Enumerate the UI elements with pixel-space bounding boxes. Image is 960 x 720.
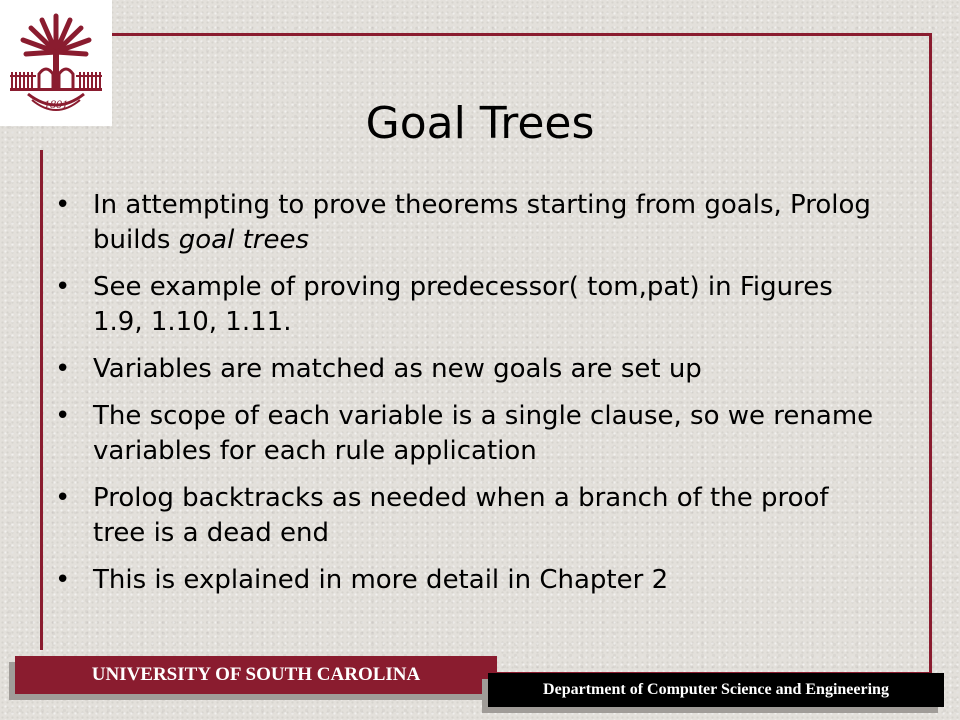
bullet-text: The scope of each variable is a single clause, so we rename variables for each rule application xyxy=(93,401,874,466)
bullet-item xyxy=(55,352,885,387)
bullet-dot: • xyxy=(55,565,71,595)
bullet-list xyxy=(55,188,885,610)
bullet-dot: • xyxy=(55,190,71,220)
university-name-banner: UNIVERSITY OF SOUTH CAROLINA xyxy=(15,656,497,694)
logo-year-text: 1801 xyxy=(44,97,68,111)
bullet-text: In attempting to prove theorems starting from goals, Prolog builds xyxy=(93,190,871,255)
bullet-dot: • xyxy=(55,483,71,513)
bullet-item xyxy=(55,563,885,598)
bullet-item xyxy=(55,399,885,469)
bullet-dot: • xyxy=(55,401,71,431)
bullet-item xyxy=(55,481,885,551)
bullet-text: Prolog backtracks as needed when a branch of the proof tree is a dead end xyxy=(93,483,829,548)
slide-title: Goal Trees xyxy=(365,98,595,149)
department-name-banner: Department of Computer Science and Engineering xyxy=(488,673,944,707)
garnet-frame-top xyxy=(80,33,932,36)
bullet-item xyxy=(55,188,885,258)
bullet-text: Variables are matched as new goals are set up xyxy=(93,354,702,384)
bullet-text: This is explained in more detail in Chapter 2 xyxy=(93,565,669,595)
bullet-text: See example of proving predecessor( tom,pat) in Figures 1.9, 1.10, 1.11. xyxy=(93,272,833,337)
bullet-dot: • xyxy=(55,272,71,302)
bullet-dot: • xyxy=(55,354,71,384)
bullet-text-italic: goal trees xyxy=(178,225,310,255)
garnet-frame-left xyxy=(40,150,43,650)
bullet-item xyxy=(55,270,885,340)
